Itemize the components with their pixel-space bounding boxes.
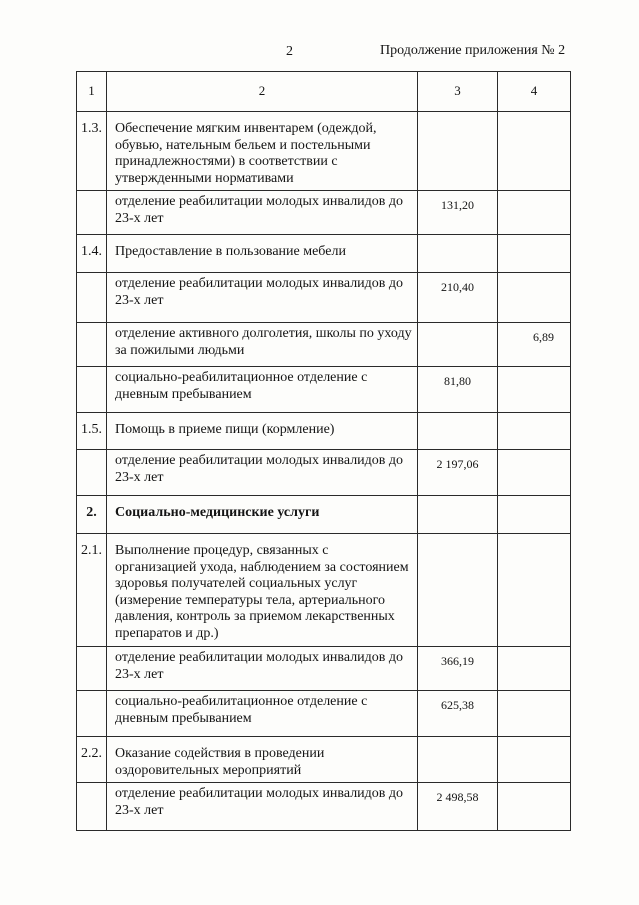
value-cell-col3: 131,20 [418, 191, 498, 235]
table-row [77, 191, 571, 235]
table-row [77, 323, 571, 367]
table-row [77, 691, 571, 737]
row-number-cell: 1.5. [77, 413, 107, 450]
table-row [77, 273, 571, 323]
value-cell-col3: 2 197,06 [418, 450, 498, 496]
department-cell: социально-реабилитационное отделение с дневным пребыванием [107, 691, 418, 737]
value-cell-col4 [498, 691, 571, 737]
value-cell-col4 [498, 737, 571, 783]
table-row [77, 235, 571, 273]
value-cell-col4 [498, 534, 571, 647]
value-cell-col3: 2 498,58 [418, 783, 498, 831]
row-number-cell: 1.4. [77, 235, 107, 273]
row-number-cell: 2.1. [77, 534, 107, 647]
value-cell-col3 [418, 235, 498, 273]
table-row [77, 783, 571, 831]
table-row [77, 112, 571, 191]
value-cell-col3 [418, 112, 498, 191]
row-number-cell: 1.3. [77, 112, 107, 191]
row-number-cell [77, 783, 107, 831]
value-cell-col3 [418, 323, 498, 367]
column-header-4: 4 [498, 72, 571, 112]
value-cell-col3 [418, 496, 498, 534]
row-number-cell: 2.2. [77, 737, 107, 783]
column-header-2: 2 [107, 72, 418, 112]
value-cell-col4 [498, 367, 571, 413]
department-cell: отделение активного долголетия, школы по уходу за пожилыми людьми [107, 323, 418, 367]
value-cell-col3: 210,40 [418, 273, 498, 323]
row-number-cell [77, 647, 107, 691]
row-number-cell [77, 191, 107, 235]
department-cell: отделение реабилитации молодых инвалидов до 23-х лет [107, 191, 418, 235]
row-number-cell [77, 367, 107, 413]
row-number-cell [77, 323, 107, 367]
table-header-row [77, 72, 571, 112]
service-description-cell: Обеспечение мягким инвентарем (одеждой, обувью, нательным бельем и постельными принадлежностями) в соответствии с утвержденными нормативами [107, 112, 418, 191]
row-number-cell [77, 273, 107, 323]
service-description-cell: Выполнение процедур, связанных с организацией ухода, наблюдением за состоянием здоровья получателей социальных услуг (измерение температуры тела, артериального давления, контроль за приемом лекарственных препаратов и др.) [107, 534, 418, 647]
value-cell-col4 [498, 783, 571, 831]
table-row [77, 534, 571, 647]
value-cell-col4 [498, 112, 571, 191]
table-row [77, 496, 571, 534]
value-cell-col4 [498, 235, 571, 273]
service-description-cell: Помощь в приеме пищи (кормление) [107, 413, 418, 450]
department-cell: отделение реабилитации молодых инвалидов до 23-х лет [107, 647, 418, 691]
row-number-cell: 2. [77, 496, 107, 534]
appendix-continuation-note: Продолжение приложения № 2 [380, 43, 566, 58]
value-cell-col4 [498, 413, 571, 450]
value-cell-col3: 81,80 [418, 367, 498, 413]
column-header-3: 3 [418, 72, 498, 112]
table-row [77, 367, 571, 413]
value-cell-col4 [498, 273, 571, 323]
value-cell-col4: 6,89 [498, 323, 571, 367]
services-table [76, 71, 571, 831]
table-body [77, 112, 571, 831]
service-description-cell: Оказание содействия в проведении оздоровительных мероприятий [107, 737, 418, 783]
value-cell-col3 [418, 534, 498, 647]
table-row [77, 647, 571, 691]
value-cell-col4 [498, 496, 571, 534]
value-cell-col4 [498, 647, 571, 691]
row-number-cell [77, 691, 107, 737]
value-cell-col3: 366,19 [418, 647, 498, 691]
section-title-cell: Социально-медицинские услуги [107, 496, 418, 534]
value-cell-col3 [418, 413, 498, 450]
column-header-1: 1 [77, 72, 107, 112]
row-number-cell [77, 450, 107, 496]
department-cell: отделение реабилитации молодых инвалидов до 23-х лет [107, 450, 418, 496]
department-cell: социально-реабилитационное отделение с дневным пребыванием [107, 367, 418, 413]
value-cell-col4 [498, 191, 571, 235]
value-cell-col3 [418, 737, 498, 783]
table-row [77, 413, 571, 450]
value-cell-col3: 625,38 [418, 691, 498, 737]
value-cell-col4 [498, 450, 571, 496]
table-row [77, 737, 571, 783]
table-row [77, 450, 571, 496]
service-description-cell: Предоставление в пользование мебели [107, 235, 418, 273]
department-cell: отделение реабилитации молодых инвалидов до 23-х лет [107, 783, 418, 831]
department-cell: отделение реабилитации молодых инвалидов до 23-х лет [107, 273, 418, 323]
page-number: 2 [286, 44, 293, 59]
